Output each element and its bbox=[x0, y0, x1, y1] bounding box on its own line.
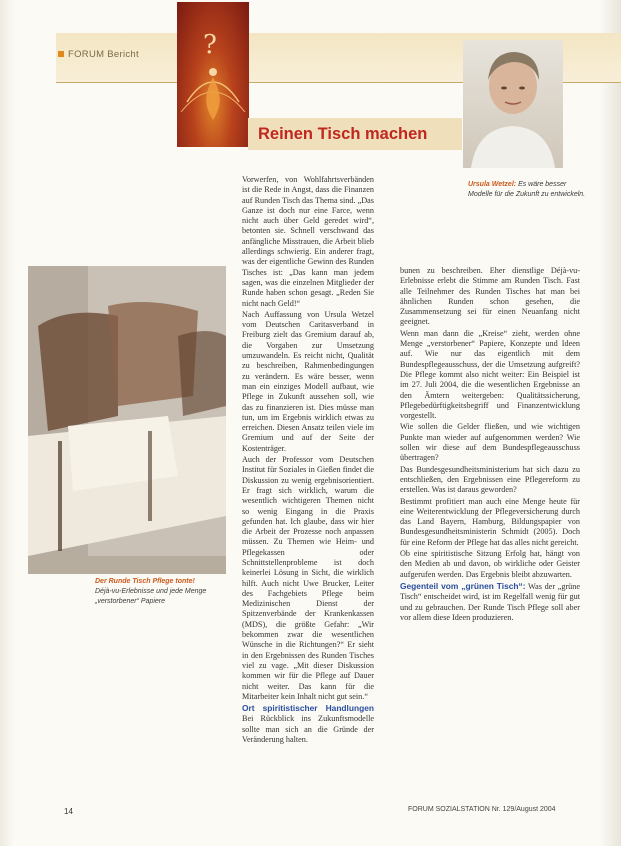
article-paragraph: Ob eine spiritistische Sitzung Erfolg hat, hängt von den Medien ab und davon, ob wirkliche oder Geister aufgerufen werden. Das Ergebnis bleibt abzuwarten. bbox=[400, 549, 580, 579]
logo-question-mark: ? bbox=[203, 30, 217, 60]
section-marker-icon bbox=[58, 51, 64, 57]
photo-caption bbox=[95, 577, 215, 607]
flame-swirl-icon bbox=[177, 2, 249, 147]
section-label bbox=[58, 49, 139, 60]
photo-caption-name: Der Runde Tisch Pflege tonte! bbox=[95, 578, 195, 585]
portrait-photo bbox=[463, 40, 563, 168]
section-label-text: FORUM Bericht bbox=[68, 49, 139, 60]
portrait-caption bbox=[468, 180, 588, 200]
article-paragraph: Auch der Professor vom Deutschen Institut für Soziales in Gießen findet die Diskussion zu wenig ergebnisorientiert. Er fragt sich wirklich, warum die wesentlich wichtigeren Themen nicht so wenig Eingang in die Praxis gefunden hat. Ich glaube, dass wir hier die Arbeit der Prozesse noch anpassen müssen. Zu Themen wie Heim- und Pflegekassen oder Schnittstellenprobleme ist doch keinerlei Lösung in Sicht, die wirklich hilft. Auch nicht Uwe Brucker, Leiter des Fachgebiets Pflege beim Medizinischen Dienst der Spitzenverbände der Krankenkassen (MDS), die größte Gefahr: „Wir bekommen zwar die wesentlichen Wünsche in die Richtungen?“ Er sieht in den Ergebnissen des Runden Tisches viel zu vage. „Mit dieser Diskussion kommen wir für die Pflege auf Dauer nicht weiter. Das kann für die Mitarbeiter kein Inhalt nicht gut sein.“ bbox=[242, 455, 374, 701]
article-title: Reinen Tisch machen bbox=[258, 125, 428, 143]
publication-info: FORUM SOZIALSTATION Nr. 129/August 2004 bbox=[408, 806, 556, 813]
article-paragraph: Das Bundesgesundheitsministerium hat sich dazu zu entschließen, den Ergebnissen eine Pflegereform zu erstellen. Was ist daraus geworden? bbox=[400, 464, 580, 495]
article-column-right bbox=[400, 266, 580, 624]
article-paragraph: bunen zu beschreiben. Eher dienstlige Déjà-vu-Erlebnisse erlebt die Stimme am Runden Tisch. Fast alle Teilnehmer des Runden Tisches hat man bei ähnlichen Runden schon gesehen, die Zusammensetzung sei für einen Neuanfang nicht geeignet. bbox=[400, 266, 580, 327]
article-paragraph: Nach Auffassung von Ursula Wetzel vom Deutschen Caritasverband in Freiburg zielt das Gremium darauf ab, die Vorgaben zur Umsetzung umzuwandeln. Es reicht nicht, Qualität zu beschreiben, Rahmenbedingungen zu verändern. Es wäre besser, wenn man ein einziges Modell aufbaut, wie Pflege in Zukunft aussehen soll, wie das zu finanzieren ist. Dies müsse man tun, um im Ergebnis wirklich etwas zu erreichen. Diesen Ansatz teilen viele im Gremium und auf der Seite der Kostenträger. bbox=[242, 309, 374, 453]
chairs-table-image bbox=[28, 266, 226, 574]
article-column-middle bbox=[242, 175, 374, 746]
subheading-green-table: Gegenteil vom „grünen Tisch“: bbox=[400, 580, 526, 591]
page-number: 14 bbox=[64, 807, 73, 816]
article-paragraph: Bestimmt profitiert man auch eine Menge heute für eine Weiterentwicklung der Pflegeversicherung durch das Land Bayern, Hamburg, Bildungspapier von Bundesgesundheitsministerin Schmidt (2005). Doch für eine Reform der Pflege hat das alles nicht gereicht. bbox=[400, 496, 580, 547]
portrait-caption-text: Es wäre besser Modelle für die Zukunft zu entwickeln. bbox=[468, 181, 586, 198]
chairs-photo bbox=[28, 266, 226, 574]
person-portrait-icon bbox=[463, 40, 563, 168]
subheading-spiritism: Ort spiritistischer Handlungen bbox=[242, 703, 374, 714]
article-paragraph: Was der „grüne Tisch“ entscheidet wird, ist im Regelfall wenig für gut und zu gebrauchen. Der Runde Tisch Pflege soll aber vor allem diese Ideen produzieren. bbox=[400, 581, 580, 622]
article-paragraph: Wie sollen die Gelder fließen, und wie wichtigen Punkte man wieder auf aufgenommen werden? Wie sollen wir diese auf dem Bundespflegeausschuss übertragen? bbox=[400, 422, 580, 463]
portrait-caption-name: Ursula Wetzel: bbox=[468, 181, 517, 188]
article-paragraph: Vorwerfen, von Wohlfahrtsverbänden ist die Rede in Angst, dass die Finanzen auf Runden Tisch das Thema sind. „Das Ganze ist doch nur eine Farce, wenn nicht auch über Geld geredet wird“, betonten sie. Schnell verschwand das anfängliche Misstrauen, die Arbeit blieb allerdings schwierig. Ein anderer fragt, was der eigentliche Gewinn des Runden Tisches ist: „Das kann man jedem sagen, was die einzelnen Mitglieder der Runde haben schon gesagt. „Reden Sie nicht nach Geld!“ bbox=[242, 175, 374, 308]
question-logo-image bbox=[177, 2, 249, 147]
article-paragraph: Wenn man dann die „Kreise“ zieht, werden ohne Menge „verstorbener“ Papiere, Konzepte und Ideen auf. Wie nur das eigentlich mit dem Bundespflegeausschuss, der die Umsetzung aufgreift? Die Pflege kommt also nicht weiter: Ein Beispiel ist im 27. Juli 2004, die die wesentlichen Ergebnisse an den Ämtern weitergeben: Qualitätssicherung, Pflegebedürftigkeitsbegriff und Finanzentwicklung vorgestellt. bbox=[400, 328, 580, 421]
photo-caption-text: Déjà-vu-Erlebnisse und jede Menge „verstorbener“ Papiere bbox=[95, 588, 207, 605]
article-paragraph: Bei Rückblick ins Zukunftsmodelle sollte man sich an die Gründe der Veränderung halten. bbox=[242, 714, 374, 745]
